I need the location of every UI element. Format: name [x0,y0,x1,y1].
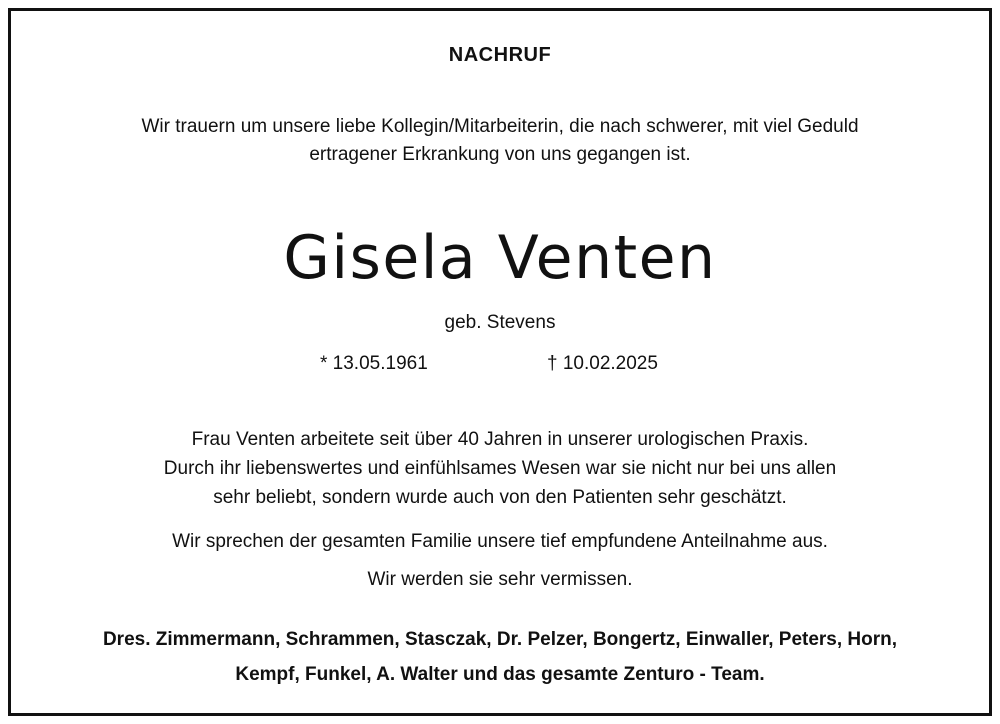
deceased-name: Gisela Venten [283,223,717,293]
condolence-line: Wir sprechen der gesamten Familie unsere tief empfundene Anteilnahme aus. [172,531,828,552]
body-line-1: Frau Venten arbeitete seit über 40 Jahren in unserer urologischen Praxis. [191,429,809,450]
death-date: † 10.02.2025 [547,353,658,374]
body-line-3: sehr beliebt, sondern wurde auch von den Patienten sehr geschätzt. [213,487,787,508]
signature-line-2: Kempf, Funkel, A. Walter und das gesamte Zenturo - Team. [235,664,765,685]
body-line-2: Durch ihr liebenswertes und einfühlsames Wesen war sie nicht nur bei uns allen [163,458,837,479]
signature-line-1: Dres. Zimmermann, Schrammen, Stasczak, Dr. Pelzer, Bongertz, Einwaller, Peters, Horn, [102,629,898,650]
birth-date: * 13.05.1961 [320,353,428,374]
miss-line: Wir werden sie sehr vermissen. [367,569,633,590]
intro-line-2: ertragener Erkrankung von uns gegangen ist. [309,144,691,165]
intro-line-1: Wir trauern um unsere liebe Kollegin/Mitarbeiterin, die nach schwerer, mit viel Geduld [141,116,859,137]
maiden-name: geb. Stevens [444,312,556,333]
notice-title: NACHRUF [448,44,552,66]
